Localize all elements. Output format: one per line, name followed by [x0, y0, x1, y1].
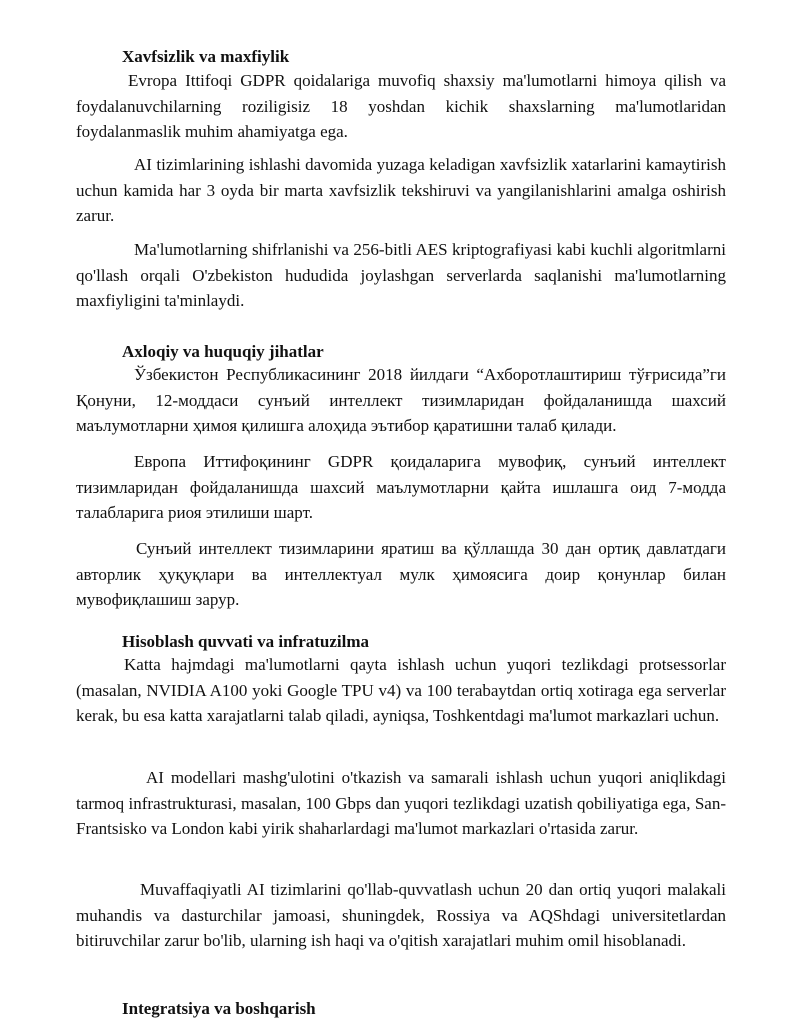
paragraph: AI tizimlarining ishlashi davomida yuzaga keladigan xavfsizlik xatarlarini kamaytirish uchun kamida har 3 oyda bir marta xavfsizlik tekshiruvi va yangilanishlarini amalga oshirish zarur.	[76, 155, 726, 225]
paragraph: AI modellari mashg'ulotini o'tkazish va samarali ishlash uchun yuqori aniqlikdagi tarmoq infrastrukturasi, masalan, 100 Gbps dan yuqori tezlikdagi uzatish qobiliyatiga ega, San-Frantsisko va London kabi yirik shaharlardagi ma'lumot markazlari o'rtasida zarur.	[76, 768, 726, 838]
paragraph: Сунъий интеллект тизимларини яратиш ва қўллашда 30 дан ортиқ давлатдаги авторлик ҳуқуқлари ва интеллектуал мулк ҳимоясига доир қонунлар билан мувофиқлашиш зарур.	[76, 539, 726, 609]
paragraph: Muvaffaqiyatli AI tizimlarini qo'llab-quvvatlash uchun 20 dan ortiq yuqori malakali muhandis va dasturchilar jamoasi, shuningdek, Rossiya va AQShdagi universitetlardan bitiruvchilar zarur bo'lib, ularning ish haqi va o'qitish xarajatlari muhim omil hisoblanadi.	[76, 880, 726, 950]
section-heading-security: Xavfsizlik va maxfiylik	[122, 47, 290, 66]
paragraph: Ma'lumotlarning shifrlanishi va 256-bitli AES kriptografiyasi kabi kuchli algoritmlarni qo'llash orqali O'zbekiston hududida joylashgan serverlarda saqlanishi ma'lumotlarning maxfiyligini ta'minlaydi.	[76, 240, 726, 310]
paragraph: Katta hajmdagi ma'lumotlarni qayta ishlash uchun yuqori tezlikdagi protsessorlar (masalan, NVIDIA A100 yoki Google TPU v4) va 100 terabaytdan ortiq xotiraga ega serverlar kerak, bu esa katta xarajatlarni talab qiladi, ayniqsa, Toshkentdagi ma'lumot markazlari uchun.	[76, 655, 726, 725]
section-heading-computing-infrastructure: Hisoblash quvvati va infratuzilma	[122, 632, 370, 651]
paragraph: Evropa Ittifoqi GDPR qoidalariga muvofiq shaxsiy ma'lumotlarni himoya qilish va foydalanuvchilarning roziligisiz 18 yoshdan kichik shaxslarning ma'lumotlaridan foydalanmaslik muhim ahamiyatga ega.	[76, 71, 726, 141]
section-heading-ethics-legal: Axloqiy va huquqiy jihatlar	[122, 342, 324, 361]
section-heading-integration-management: Integratsiya va boshqarish	[122, 999, 316, 1018]
paragraph: Ўзбекистон Республикасининг 2018 йилдаги “Ахборотлаштириш тўғрисида”ги Қонуни, 12-моддаси сунъий интеллект тизимларидан фойдаланишда шахсий маълумотларни ҳимоя қилишга алоҳида эътибор қаратишни талаб қилади.	[76, 365, 726, 435]
paragraph: Европа Иттифоқининг GDPR қоидаларига мувофиқ, сунъий интеллект тизимларидан фойдаланишда шахсий маълумотларни қайта ишлашга оид 7-модда талабларига риоя этилиши шарт.	[76, 452, 726, 522]
